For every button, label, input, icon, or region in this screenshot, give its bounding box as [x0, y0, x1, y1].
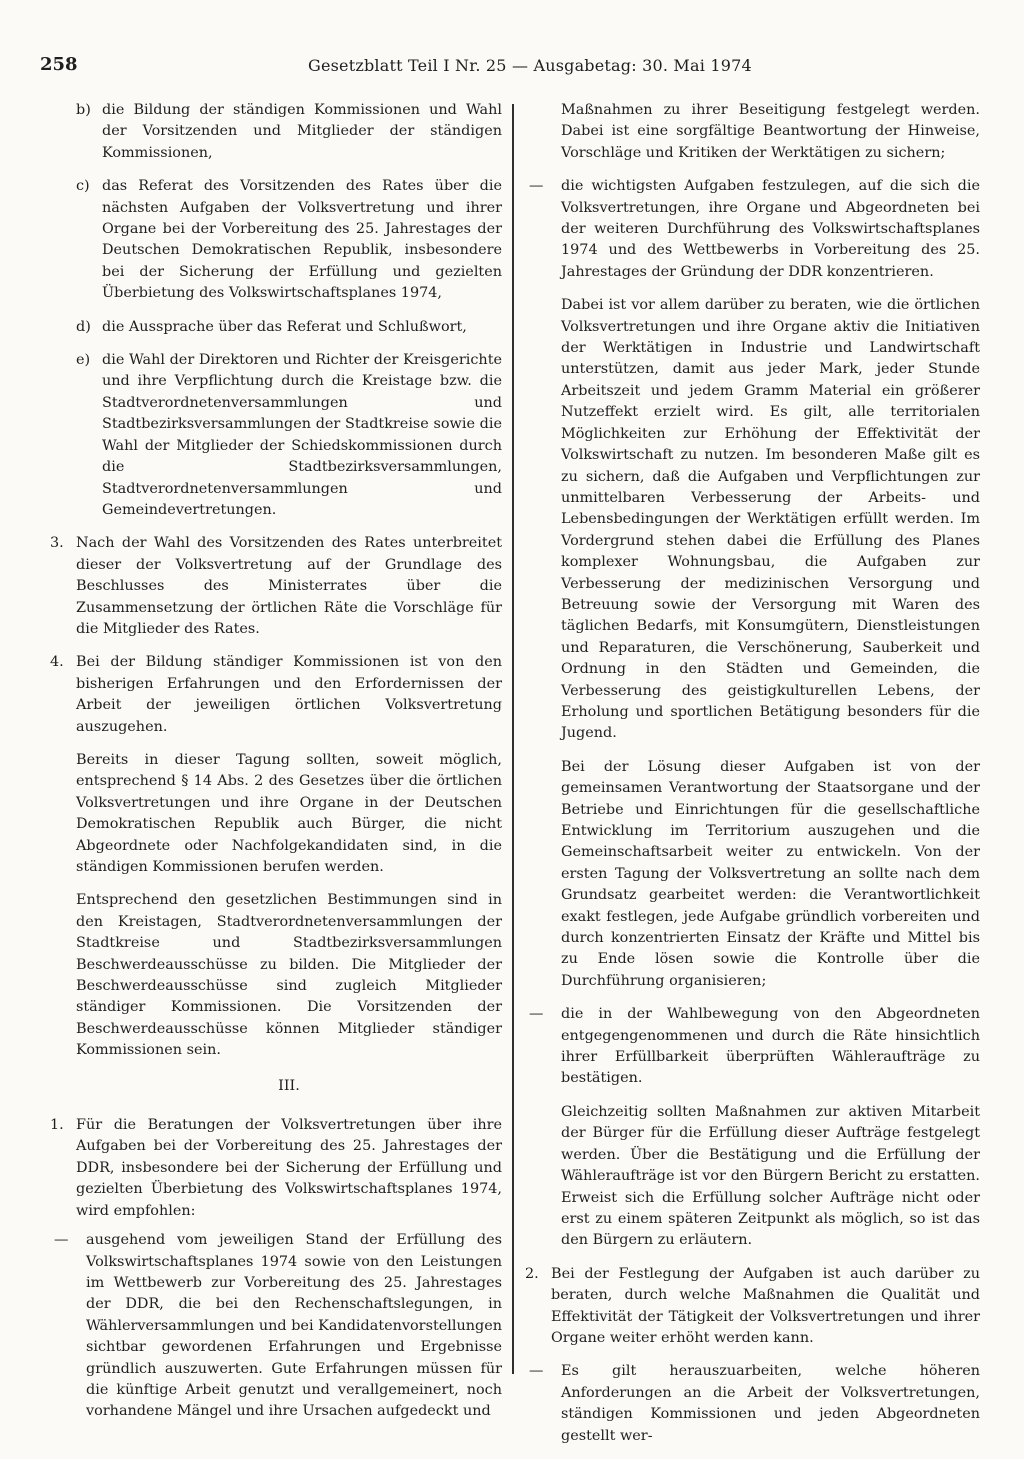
- item-text: die wichtigsten Aufgaben festzulegen, auf die sich die Volksvertretungen, ihre Organe und Abgeordneten bei der weiteren Durchführung des Volkswirtschaftsplanes 1974 und des Wettbewerbs in Vorbereitung des 25. Jahrestages der Gründung der DDR konzentrieren.: [561, 178, 980, 280]
- item-text: das Referat des Vorsitzenden des Rates über die nächsten Aufgaben der Volksvertretung und ihrer Organe bei der Vorbereitung des 25. Jahrestages der Deutschen Demokratischen Republik, insbesondere bei der Sicherung der Erfüllung und gezielten Überbietung des Volkswirtschaftsplanes 1974,: [102, 178, 502, 302]
- item-text: die Bildung der ständigen Kommissionen und Wahl der Vorsitzenden und Mitglieder der ständigen Kommissionen,: [102, 102, 502, 161]
- item-text: Bei der Bildung ständiger Kommissionen ist von den bisherigen Erfahrungen und den Erfordernissen der Arbeit der jeweiligen örtlichen Volksvertretung auszugehen.: [76, 654, 502, 735]
- item-text: die in der Wahlbewegung von den Abgeordneten entgegengenommenen und durch die Räte hinsichtlich ihrer Erfüllbarkeit überprüften Wähleraufträge zu bestätigen.: [561, 1006, 980, 1087]
- list-item-b: [50, 100, 502, 164]
- dash-item: [525, 1004, 980, 1090]
- dash-item: [50, 1230, 502, 1423]
- list-item-c: [50, 176, 502, 304]
- list-item-e: [50, 350, 502, 521]
- item-text: Es gilt herauszuarbeiten, welche höheren Anforderungen an die Arbeit der Volksvertretungen, ständigen Kommissionen und jeden Abgeordneten gestellt wer-: [561, 1363, 980, 1444]
- item-text: Für die Beratungen der Volksvertretungen über ihre Aufgaben bei der Vorbereitung des 25. Jahrestages der DDR, insbesondere bei der Sicherung der Erfüllung und gezielten Überbietung des Volkswirtschaftsplanes 1974, wird empfohlen:: [76, 1117, 502, 1219]
- paragraph: Entsprechend den gesetzlichen Bestimmungen sind in den Kreistagen, Stadtverordnetenversammlungen der Stadtkreise und Stadtbezirksversammlungen Beschwerdeausschüsse zu bilden. Die Mitglieder der Beschwerdeausschüsse sind zugleich Mitglieder ständiger Kommissionen. Die Vorsitzenden der Beschwerdeausschüsse können Mitglieder ständiger Kommissionen sein.: [76, 892, 502, 1059]
- paragraph: Bereits in dieser Tagung sollten, soweit möglich, entsprechend § 14 Abs. 2 des Gesetzes über die örtlichen Volksvertretungen und ihre Organe in der Deutschen Demokratischen Republik auch Bürger, die nicht Abgeordnete oder Nachfolgekandidaten sind, in die ständigen Kommissionen berufen werden.: [76, 751, 502, 875]
- dash-item: [525, 176, 980, 283]
- numbered-item-3: [50, 533, 502, 640]
- paragraph: Maßnahmen zu ihrer Beseitigung festgelegt werden. Dabei ist eine sorgfältige Beantwortung der Hinweise, Vorschläge und Kritiken der Werktätigen zu sichern;: [561, 102, 980, 161]
- left-column: [50, 100, 502, 1435]
- column-rule: [512, 104, 514, 1374]
- numbered-item-2: [525, 1264, 980, 1350]
- item-marker: 2.: [525, 1265, 539, 1282]
- page-number: 258: [40, 54, 78, 75]
- paragraph: Dabei ist vor allem darüber zu beraten, wie die örtlichen Volksvertretungen und ihre Organe aktiv die Initiativen der Werktätigen in Industrie und Landwirtschaft unterstützen, damit aus jeder Mark, jeder Stunde Arbeitszeit und jedem Gramm Material ein größerer Nutzeffekt erzielt wird. Es gilt, alle territorialen Möglichkeiten zur Erhöhung der Effektivität der Volkswirtschaft zu nutzen. Im besonderen Maße gilt es zu sichern, daß die Aufgaben und Verpflichtungen zur unmittelbaren Verbesserung der Arbeits- und Lebensbedingungen der Werktätigen erfüllt werden. Im Vordergrund stehen dabei die Erfüllung des Planes komplexer Wohnungsbau, die Aufgaben zur Verbesserung der medizinischen Versorgung und Betreuung sowie der Versorgung mit Waren des täglichen Bedarfs, mit Konsumgütern, Dienstleistungen und Reparaturen, die Verschönerung, Sauberkeit und Ordnung in den Städten und Gemeinden, die Verbesserung des geistigkulturellen Lebens, der Erholung und sportlichen Betätigung besonders für die Jugend.: [561, 297, 980, 742]
- paragraph: Bei der Lösung dieser Aufgaben ist von der gemeinsamen Verantwortung der Staatsorgane und der Betriebe und Einrichtungen für die gesellschaftliche Entwicklung im Territorium auszugehen und die Gemeinschaftsarbeit weiter zu entwickeln. Von der ersten Tagung der Volksvertretung an sollte nach dem Grundsatz gearbeitet werden: die Verantwortlichkeit exakt festlegen, jede Aufgabe gründlich vorbereiten und durch konzentrierten Einsatz der Kräfte und Mittel bis zu Ende lösen sowie die Kontrolle über die Durchführung organisieren;: [561, 758, 980, 989]
- dash-marker: —: [54, 1232, 69, 1249]
- item-text: Nach der Wahl des Vorsitzenden des Rates unterbreitet dieser der Volksvertretung auf der Grundlage des Beschlusses des Ministerrates über die Zusammensetzung der örtlichen Räte die Vorschläge für die Mitglieder des Rates.: [76, 535, 502, 637]
- numbered-item-1: [50, 1115, 502, 1222]
- list-item-d: [50, 317, 502, 338]
- dash-marker: —: [529, 1006, 544, 1023]
- paragraph: Gleichzeitig sollten Maßnahmen zur aktiven Mitarbeit der Bürger für die Erfüllung dieser Aufträge festgelegt werden. Über die Bestätigung und die Erfüllung der Wähleraufträge ist vor den Bürgern Bericht zu erstatten. Erweist sich die Erfüllung solcher Aufträge nicht oder erst zu einem späteren Zeitpunkt als möglich, so ist das den Bürgern zu erläutern.: [561, 1103, 980, 1249]
- item-marker: c): [76, 178, 90, 195]
- dash-item: [525, 1361, 980, 1447]
- item-marker: d): [76, 318, 91, 335]
- dash-marker: —: [529, 178, 544, 195]
- dash-marker: —: [529, 1363, 544, 1380]
- item-text: die Wahl der Direktoren und Richter der Kreisgerichte und ihre Verpflichtung durch die Kreistage bzw. die Stadtverordnetenversammlungen und Stadtbezirksversammlungen der Stadtkreise sowie die Wahl der Mitglieder der Schiedskommissionen durch die Stadtbezirksversammlungen, Stadtverordnetenversammlungen und Gemeindevertretungen.: [102, 352, 502, 518]
- section-heading: III.: [278, 1077, 300, 1094]
- numbered-item-4: [50, 652, 502, 738]
- page-header: [40, 52, 990, 88]
- item-text: ausgehend vom jeweiligen Stand der Erfüllung des Volkswirtschaftsplanes 1974 sowie von den Leistungen im Wettbewerb zur Vorbereitung des 25. Jahrestages der DDR, die bei den Rechenschaftslegungen, in Wählerversammlungen und bei Kandidatenvorstellungen sichtbar gewordenen Erfahrungen und Ergebnisse gründlich auszuwerten. Gute Erfahrungen müssen für die künftige Arbeit genutzt und verallgemeinert, noch vorhandene Mängel und ihre Ursachen aufgedeckt und: [86, 1232, 502, 1420]
- item-text: Bei der Festlegung der Aufgaben ist auch darüber zu beraten, durch welche Maßnahmen die Qualität und Effektivität der Tätigkeit der Volksvertretungen und ihrer Organe weiter erhöht werden kann.: [551, 1265, 980, 1346]
- item-marker: e): [76, 352, 91, 369]
- item-marker: 1.: [50, 1117, 64, 1134]
- right-column: [525, 100, 980, 1459]
- item-marker: 4.: [50, 654, 64, 671]
- item-text: die Aussprache über das Referat und Schlußwort,: [102, 318, 467, 335]
- running-title: Gesetzblatt Teil I Nr. 25 — Ausgabetag: 30. Mai 1974: [308, 56, 752, 75]
- item-marker: 3.: [50, 535, 64, 552]
- item-marker: b): [76, 102, 91, 118]
